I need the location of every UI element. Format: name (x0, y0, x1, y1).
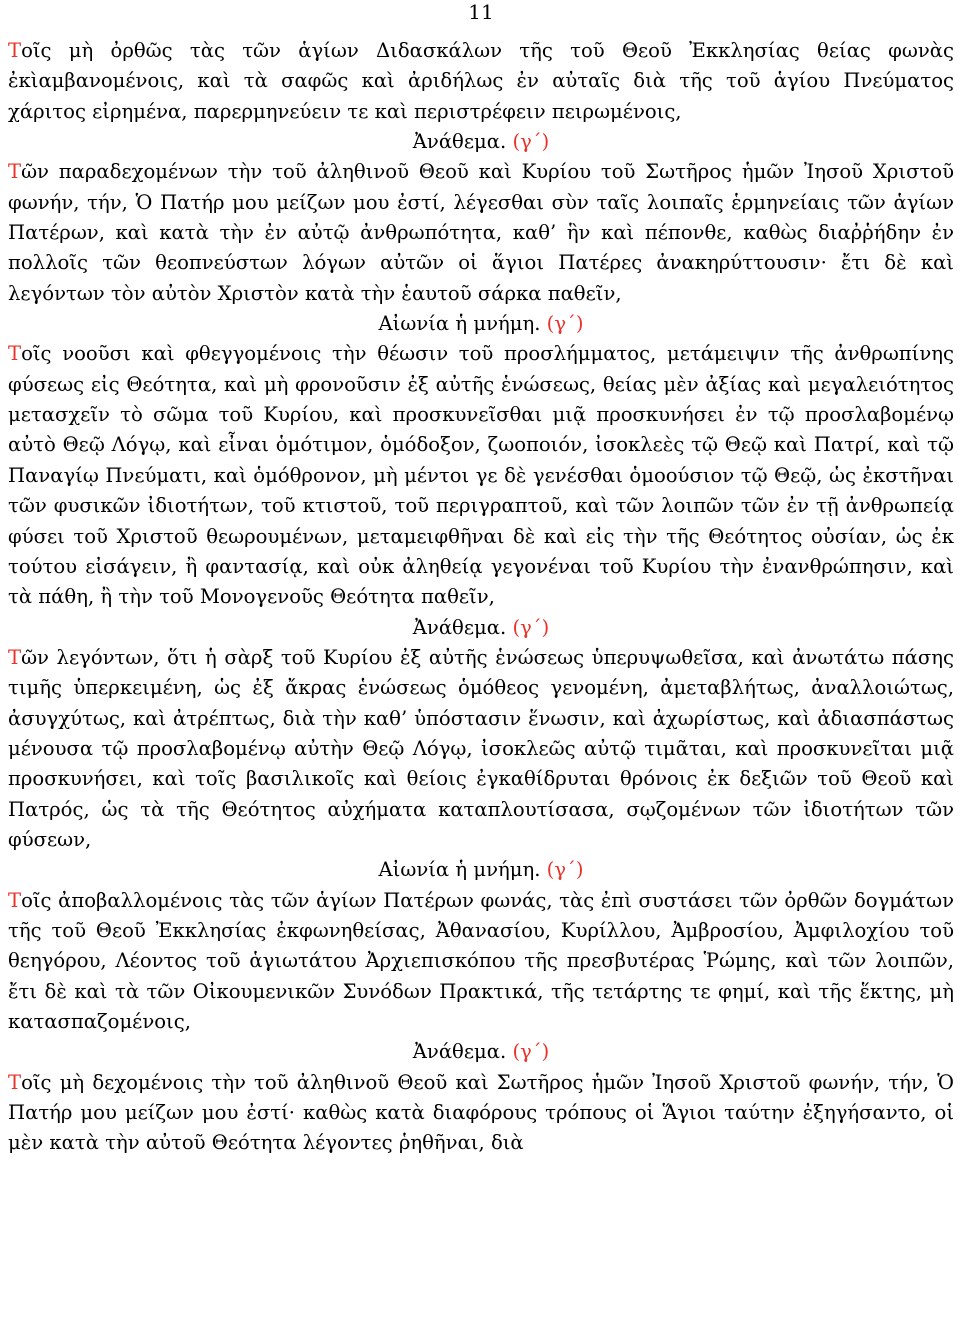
paragraph-text: ῶν παραδεχομένων τὴν τοῦ ἀληθινοῦ Θεοῦ καὶ Κυρίου τοῦ Σωτῆρος ἡμῶν Ἰησοῦ Χριστοῦ φωνήν, τήν, Ὁ Πατήρ μου μείζων μου ἐστί, λέγεσθαι σὺν ταῖς λοιπαῖς ἑρμηνείαις τῶν ἁγίων Πατέρων, καὶ κατὰ τὴν ἐν αὐτῷ ἀνθρωπότητα, καθ’ ἣν καὶ πέπονθε, καθὼς διαῤῥήδην ἐν πολλοῖς τῶν θεοπνεύστων λόγων αὐτῶν οἱ ἅγιοι Πατέρες ἀνακηρύττουσιν· ἔτι δὲ καὶ λεγόντων τὸν αὐτὸν Χριστὸν κατὰ τὴν ἑαυτοῦ σάρκα παθεῖν, (8, 160, 954, 305)
red-initial: Τ (8, 160, 22, 184)
red-initial: Τ (8, 888, 22, 912)
paragraph-6-continued (8, 1068, 954, 1159)
refrain-mark: (γ΄) (546, 312, 584, 336)
anathema-paragraph-3 (8, 339, 954, 612)
anathema-paragraph-5 (8, 886, 954, 1038)
paragraph-text: οῖς μὴ δεχομένοις τὴν τοῦ ἀληθινοῦ Θεοῦ καὶ Σωτῆρος ἡμῶν Ἰησοῦ Χριστοῦ φωνήν, τήν, Ὁ Πατήρ μου μείζων μου ἐστί· καθὼς κατὰ διαφόρους τρόπους οἱ Ἅγιοι ταύτην ἐξηγήσαντο, οἱ μὲν κατὰ τὴν αὐτοῦ Θεότητα λέγοντες ῥηθῆναι, διὰ (8, 1070, 954, 1155)
red-initial: Τ (8, 39, 22, 62)
refrain-1 (8, 127, 954, 157)
paragraph-text: οῖς νοοῦσι καὶ φθεγγομένοις τὴν θέωσιν τοῦ προσλήμματος, μετάμειψιν τῆς ἀνθρωπίνης φύσεως εἰς Θεότητα, καὶ μὴ φρονοῦσιν ἐξ αὐτῆς ἑνώσεως, θείας μὲν ἀξίας καὶ μεγαλειότητος μετασχεῖν τὸ σῶμα τοῦ Κυρίου, καὶ προσκυνεῖσθαι μιᾷ προσκυνήσει ἐν τῷ προσλαβομένῳ αὐτὸ Θεῷ Λόγῳ, καὶ εἶναι ὁμότιμον, ὁμόδοξον, ζωοποιόν, ἰσοκλεὲς τῷ Θεῷ καὶ Πατρί, καὶ τῷ Παναγίῳ Πνεύματι, καὶ ὁμόθρονον, μὴ μέντοι γε δὲ γενέσθαι ὁμοούσιον τῷ Θεῷ, ὡς ἐκστῆναι τῶν φυσικῶν ἰδιοτήτων, τοῦ κτιστοῦ, τοῦ περιγραπτοῦ, καὶ τῶν λοιπῶν τῶν ἐν τῇ ἀνθρωπείᾳ φύσει τοῦ Χριστοῦ θεωρουμένων, μεταμειφθῆναι δὲ καὶ εἰς τὴν τῆς Θεότητος οὐσίαν, ὡς ἐκ τούτου εἰσάγειν, ἢ φαντασίᾳ, καὶ οὐκ ἀληθείᾳ γεγονέναι τοῦ Κυρίου τὴν ἐνανθρώπησιν, καὶ τὰ πάθη, ἢ τὴν τοῦ Μονογενοῦς Θεότητα παθεῖν, (8, 342, 954, 609)
paragraph-text: οῖς μὴ ὀρθῶς τὰς τῶν ἁγίων Διδασκάλων τῆς τοῦ Θεοῦ Ἐκκλησίας θείας φωνὰς ἐκὶαμβανομένοις, καὶ τὰ σαφῶς καὶ ἀριδήλως ἐν αὐταῖς διὰ τῆς τοῦ ἁγίου Πνεύματος χάριτος εἰρημένα, παρερμηνεύειν τε καὶ περιστρέφειν πειρωμένοις, (8, 39, 954, 123)
refrain-3 (8, 613, 954, 643)
refrain-mark: (γ΄) (512, 615, 550, 639)
refrain-text: Ἀνάθεμα. (412, 130, 507, 154)
paragraph-text: οῖς ἀποβαλλομένοις τὰς τῶν ἁγίων Πατέρων φωνάς, τὰς ἐπὶ συστάσει τῶν ὀρθῶν δογμάτων τῆς τοῦ Θεοῦ Ἐκκλησίας ἐκφωνηθείσας, Ἀθανασίου, Κυρίλλου, Ἀμβροσίου, Ἀμφιλοχίου τοῦ θεηγόρου, Λέοντος τοῦ ἁγιωτάτου Ἀρχιεπισκόπου τῆς πρεσβυτέρας Ῥώμης, καὶ τῶν λοιπῶν, ἔτι δὲ καὶ τὰ τῶν Οἰκουμενικῶν Συνόδων Πρακτικά, τῆς τετάρτης τε φημί, καὶ τῆς ἕκτης, μὴ κατασπαζομένοις, (8, 888, 954, 1033)
refrain-5 (8, 1037, 954, 1067)
memory-paragraph-2 (8, 157, 954, 309)
refrain-text: Αἰωνία ἡ μνήμη. (378, 312, 541, 336)
memory-paragraph-4 (8, 643, 954, 855)
refrain-2 (8, 309, 954, 339)
refrain-mark: (γ΄) (512, 130, 550, 154)
refrain-mark: (γ΄) (512, 1040, 550, 1064)
document-body (8, 36, 954, 1159)
red-initial: Τ (8, 1070, 22, 1094)
page-number: 11 (468, 0, 494, 24)
refrain-text: Αἰωνία ἡ μνήμη. (378, 858, 541, 882)
refrain-mark: (γ΄) (546, 858, 584, 882)
refrain-text: Ἀνάθεμα. (412, 615, 507, 639)
refrain-text: Ἀνάθεμα. (412, 1040, 507, 1064)
red-initial: Τ (8, 342, 22, 366)
refrain-4 (8, 855, 954, 885)
red-initial: Τ (8, 645, 22, 669)
anathema-paragraph-1 (8, 36, 954, 127)
paragraph-text: ῶν λεγόντων, ὅτι ἡ σὰρξ τοῦ Κυρίου ἐξ αὐτῆς ἑνώσεως ὑπερυψωθεῖσα, καὶ ἀνωτάτω πάσης τιμῆς ὑπερκειμένη, ὡς ἐξ ἄκρας ἑνώσεως ὁμόθεος γενομένη, ἀμεταβλήτως, ἀναλλοιώτως, ἀσυγχύτως, καὶ ἀτρέπτως, διὰ τὴν καθ’ ὑπόστασιν ἕνωσιν, καὶ ἀχωρίστως, καὶ ἀδιασπάστως μένουσα τῷ προσλαβομένῳ αὐτὴν Θεῷ Λόγῳ, ἰσοκλεῶς αὐτῷ τιμᾶται, καὶ προσκυνεῖται μιᾷ προσκυνήσει, καὶ τοῖς βασιλικοῖς καὶ θείοις ἐγκαθίδρυται θρόνοις ἐκ δεξιῶν τοῦ Θεοῦ καὶ Πατρός, ὡς τὰ τῆς Θεότητος αὐχήματα καταπλουτίσασα, σῳζομένων τῶν ἰδιοτήτων τῶν φύσεων, (8, 645, 954, 851)
